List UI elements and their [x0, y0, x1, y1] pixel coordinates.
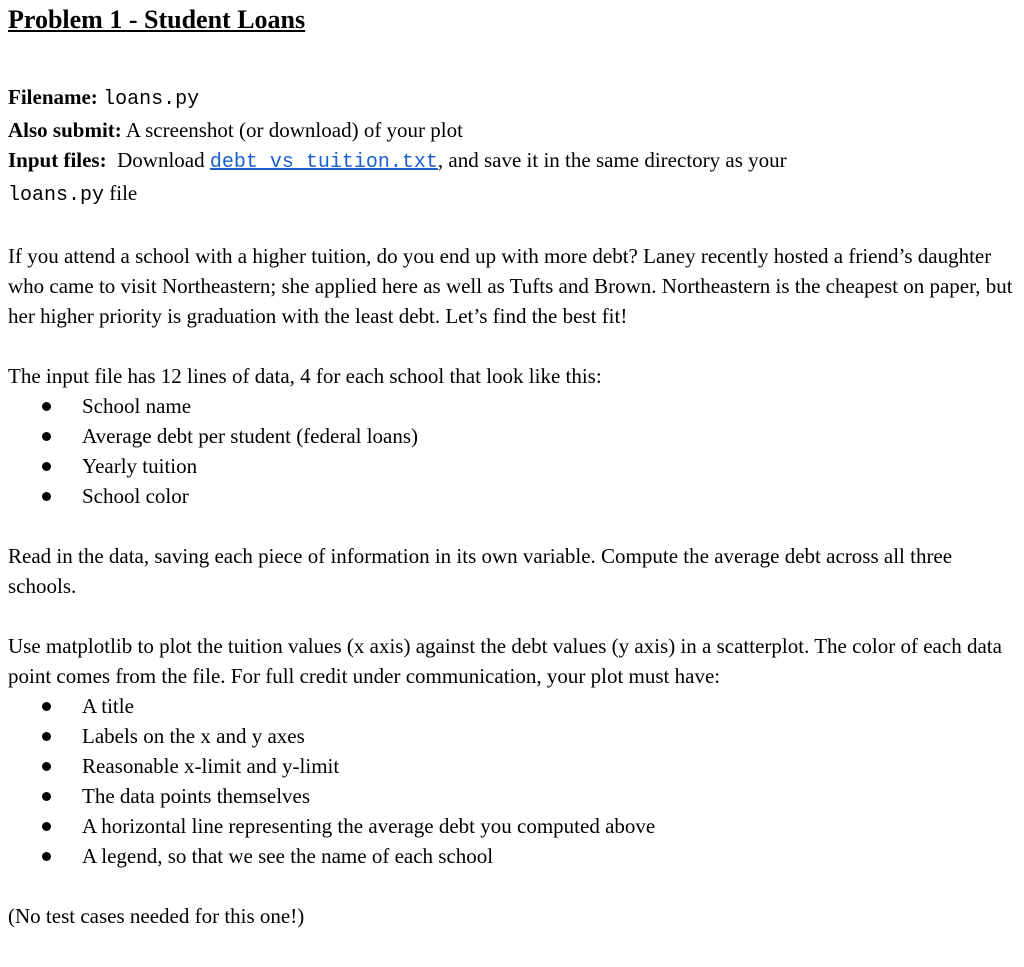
- plot-requirements-list: [8, 691, 1016, 871]
- list-item: [8, 841, 1016, 871]
- read-paragraph: Read in the data, saving each piece of information in its own variable. Compute the average debt across all three schools.: [8, 544, 953, 598]
- input-file-name: loans.py: [8, 184, 105, 207]
- input-prefix: Download: [117, 148, 205, 172]
- list-item-text: Reasonable x-limit and y-limit: [82, 754, 340, 778]
- list-item-text: A legend, so that we see the name of each school: [82, 844, 494, 868]
- plot-paragraph: Use matplotlib to plot the tuition values (x axis) against the debt values (y axis) in a scatterplot. The color of each data point comes from the file. For full credit under communication, your plot must have:: [8, 634, 1002, 688]
- list-item-text: A title: [82, 694, 134, 718]
- list-item-text: School color: [82, 484, 189, 508]
- bullet-icon: [42, 462, 51, 471]
- footer-note: (No test cases needed for this one!): [8, 904, 305, 928]
- list-item: [8, 481, 1016, 511]
- filename-value: loans.py: [103, 88, 200, 111]
- list-item-text: Yearly tuition: [82, 454, 198, 478]
- bullet-icon: [42, 432, 51, 441]
- list-item: [8, 421, 1016, 451]
- input-suffix: , and save it in the same directory as your: [437, 148, 787, 172]
- list-item-text: The data points themselves: [82, 784, 311, 808]
- bullet-icon: [42, 792, 51, 801]
- bullet-icon: [42, 402, 51, 411]
- list-item: [8, 691, 1016, 721]
- input-files-label: Input files:: [8, 148, 107, 172]
- submit-line: [8, 115, 1016, 145]
- data-file-link[interactable]: debt_vs_tuition.txt: [209, 151, 438, 174]
- list-item: [8, 451, 1016, 481]
- list-item-text: Labels on the x and y axes: [82, 724, 305, 748]
- list-item-text: Average debt per student (federal loans): [82, 424, 419, 448]
- bullet-icon: [42, 732, 51, 741]
- filename-label: Filename:: [8, 85, 98, 109]
- list-item-text: School name: [82, 394, 192, 418]
- file-info: [8, 82, 1016, 211]
- list-item: [8, 751, 1016, 781]
- bullet-icon: [42, 852, 51, 861]
- list-item: [8, 781, 1016, 811]
- submit-label: Also submit:: [8, 118, 122, 142]
- input-file-suffix: file: [109, 181, 138, 205]
- bullet-icon: [42, 492, 51, 501]
- bullet-icon: [42, 822, 51, 831]
- problem-title: Problem 1 - Student Loans: [8, 5, 306, 34]
- intro-paragraph: If you attend a school with a higher tuition, do you end up with more debt? Laney recently hosted a friend’s daughter who came to visit Northeastern; she applied here as well as Tufts and Brown. Northeastern is the cheapest on paper, but her higher priority is graduation with the least debt. Let’s find the best fit!: [8, 244, 1013, 328]
- input-files-line: [8, 145, 1016, 211]
- filename-line: [8, 82, 1016, 115]
- list-item: [8, 721, 1016, 751]
- input-description: The input file has 12 lines of data, 4 for each school that look like this:: [8, 364, 602, 388]
- list-item-text: A horizontal line representing the average debt you computed above: [82, 814, 656, 838]
- list-item: [8, 811, 1016, 841]
- list-item: [8, 391, 1016, 421]
- bullet-icon: [42, 762, 51, 771]
- submit-value: A screenshot (or download) of your plot: [125, 118, 463, 142]
- input-list: [8, 391, 1016, 511]
- bullet-icon: [42, 702, 51, 711]
